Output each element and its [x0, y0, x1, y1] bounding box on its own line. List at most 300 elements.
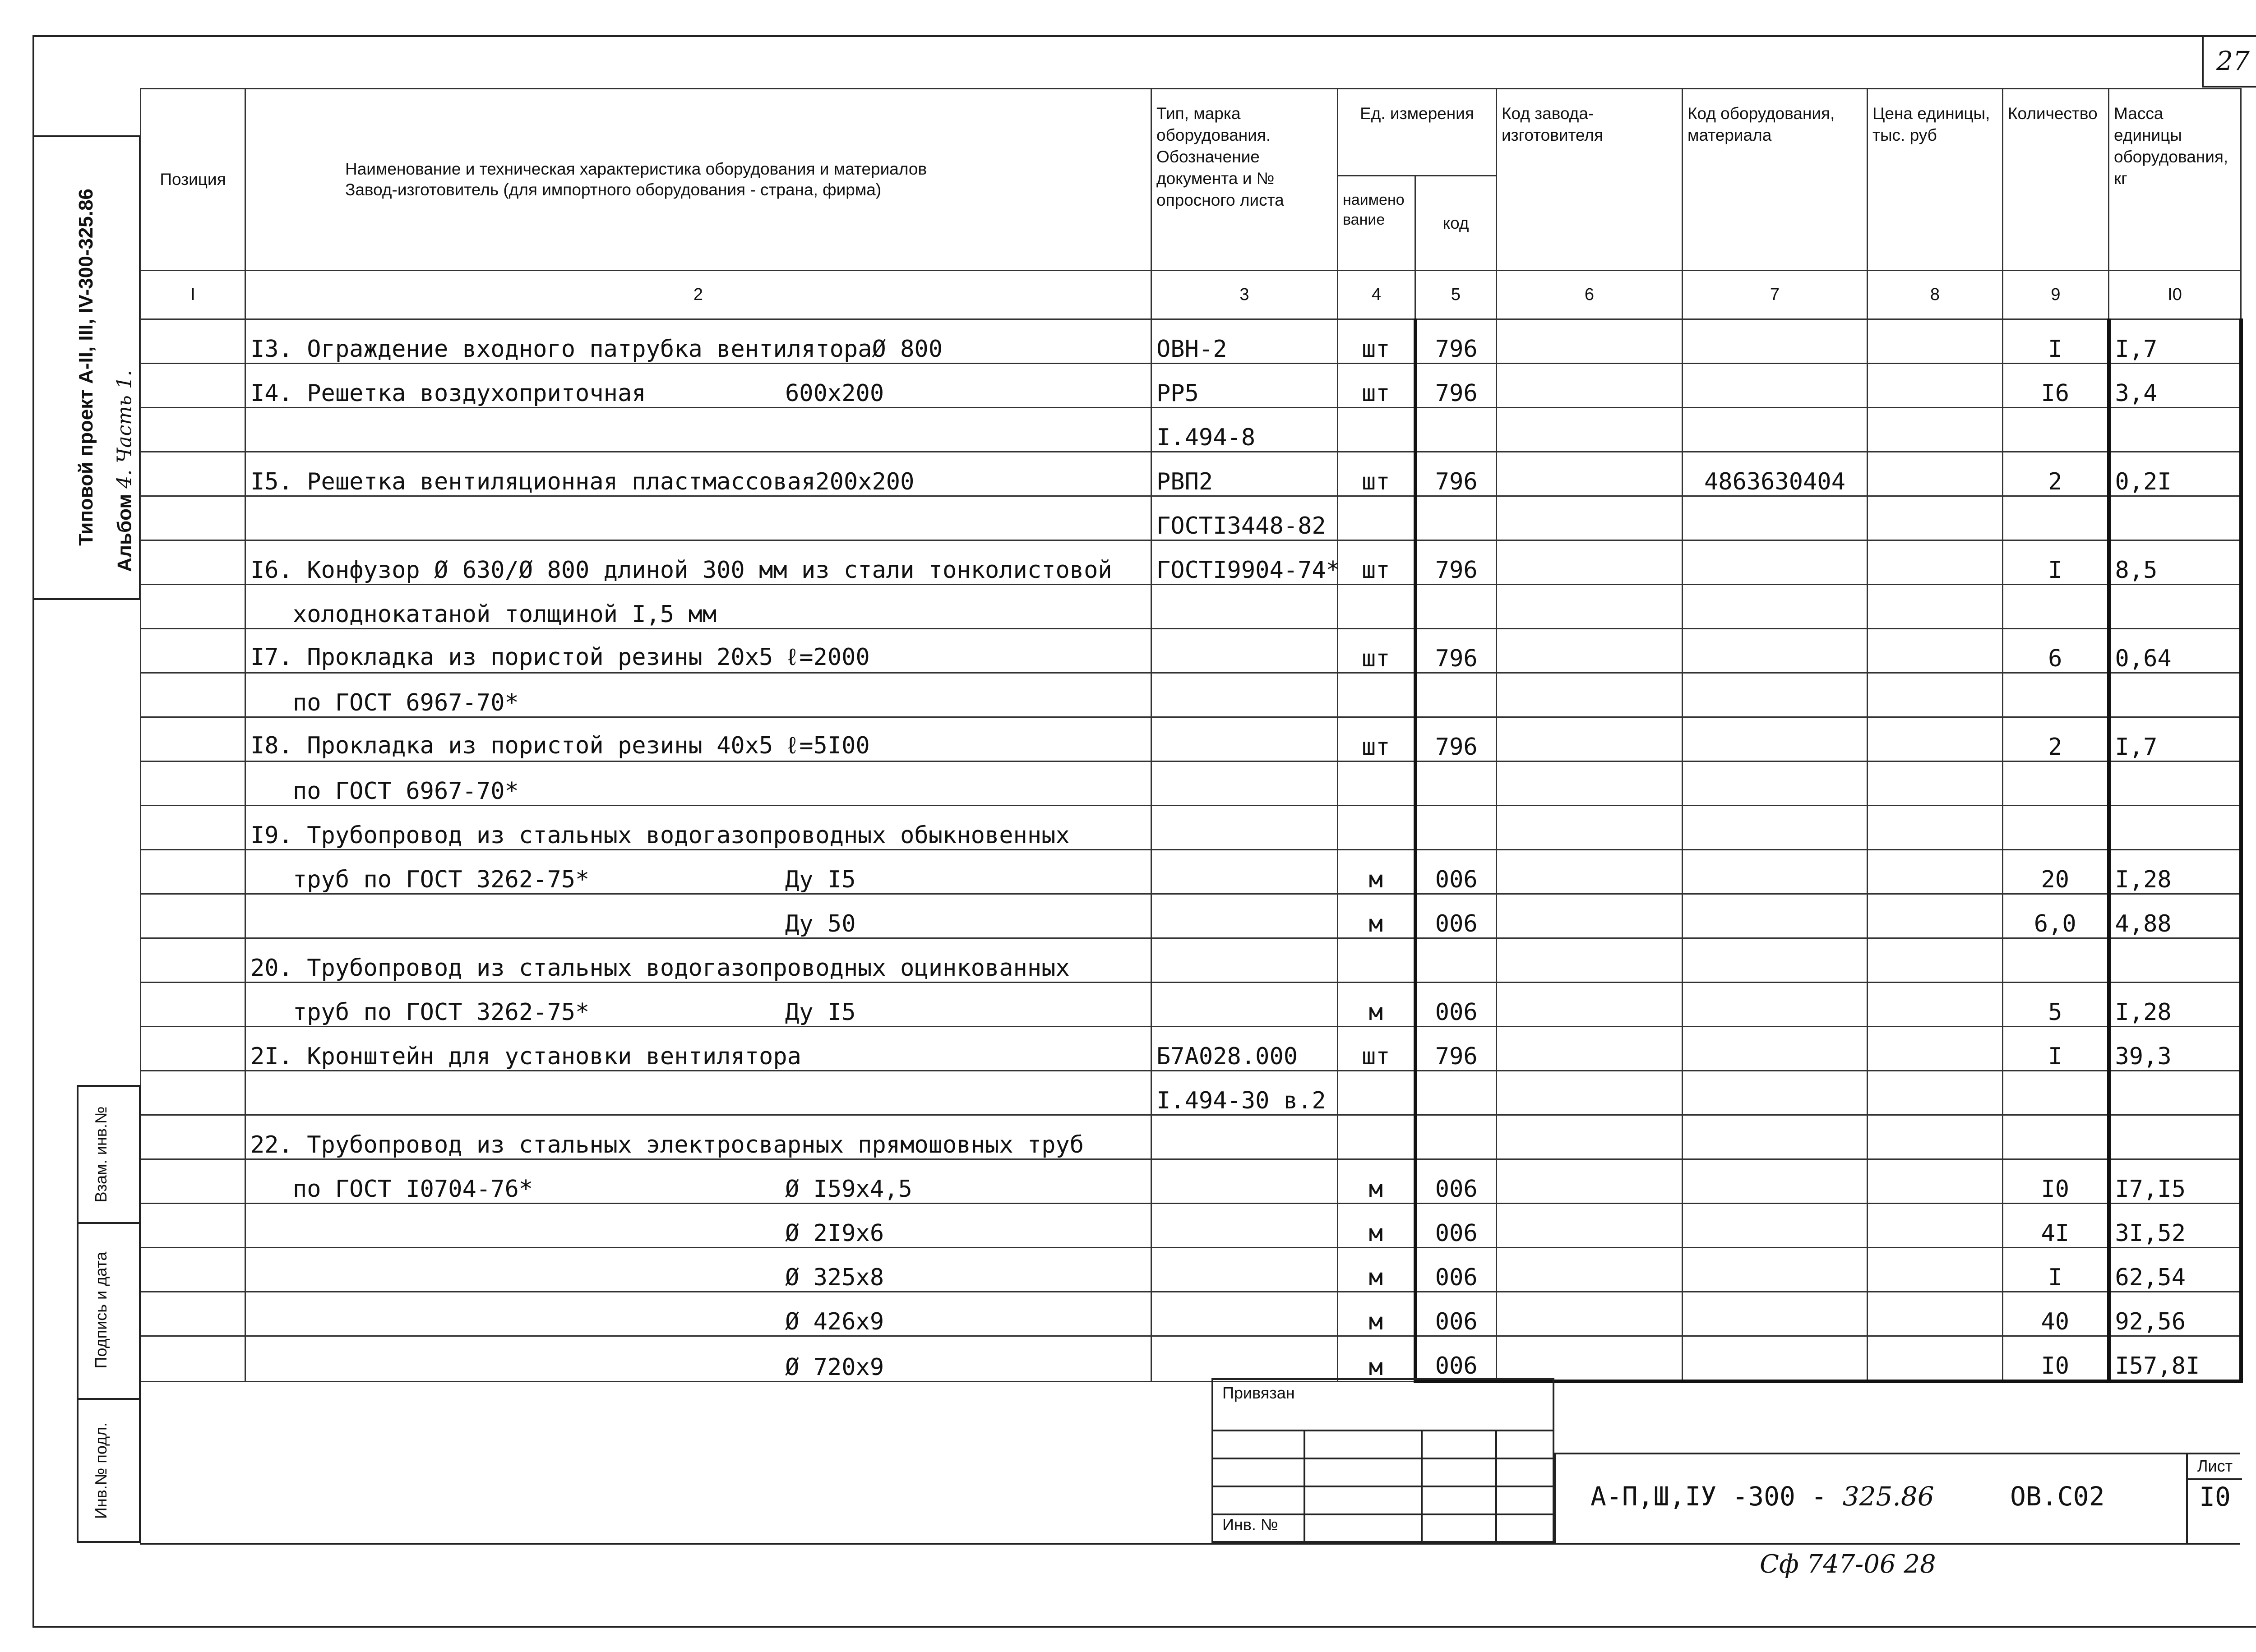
item-name: труб по ГОСТ 3262-75*: [250, 999, 590, 1026]
cell-mass: [2109, 938, 2241, 983]
table-row: [141, 894, 2241, 938]
cell-mass: I,7: [2109, 319, 2241, 364]
cell-type: [1151, 1336, 1338, 1382]
item-dimension: Ø 720x9: [785, 1353, 884, 1381]
inventory-number-label: Инв. №: [1222, 1515, 1278, 1534]
cell-quantity: I0: [2003, 1336, 2109, 1382]
cell-price: [1868, 585, 2003, 629]
cell-quantity: I: [2003, 1027, 2109, 1071]
item-name: I3. Ограждение входного патрубка вентилятора: [250, 336, 872, 363]
cell-name: [245, 983, 1151, 1027]
col-number: 4: [1338, 271, 1415, 319]
album-label: Альбом 4. Часть 1.: [113, 370, 136, 572]
cell-name: [245, 1027, 1151, 1071]
item-name: I7. Прокладка из пористой резины 20x5: [250, 644, 773, 671]
item-dimension: [785, 778, 1146, 805]
cell-unit-code: 796: [1415, 364, 1497, 408]
cell-unit: [1338, 408, 1415, 452]
cell-unit: [1338, 585, 1415, 629]
cell-quantity: 40: [2003, 1292, 2109, 1336]
item-name: I9. Трубопровод из стальных водогазопроводных обыкновенных: [250, 822, 1070, 849]
table-row: [141, 629, 2241, 673]
cell-factory-code: [1497, 1027, 1683, 1071]
cell-type: [1151, 673, 1338, 717]
col-number: 9: [2003, 271, 2109, 319]
cell-name: [245, 938, 1151, 983]
cell-unit-code: [1415, 408, 1497, 452]
cell-mass: [2109, 673, 2241, 717]
cell-unit: шт: [1338, 319, 1415, 364]
cell-quantity: I: [2003, 1248, 2109, 1292]
item-dimension: Ду 50: [785, 910, 856, 937]
table-row: [141, 540, 2241, 585]
footer-handwritten-note: Сф 747-06 28: [1760, 1550, 1936, 1579]
cell-mass: 39,3: [2109, 1027, 2241, 1071]
cell-price: [1868, 717, 2003, 761]
cell-position: [141, 673, 245, 717]
cell-factory-code: [1497, 983, 1683, 1027]
cell-price: [1868, 938, 2003, 983]
cell-unit-code: 006: [1415, 894, 1497, 938]
cell-factory-code: [1497, 717, 1683, 761]
header-quantity: Количество: [2003, 89, 2109, 271]
cell-equipment-code: [1683, 938, 1868, 983]
table-row: [141, 1115, 2241, 1159]
item-dimension: Ду I5: [785, 866, 856, 893]
cell-mass: 92,56: [2109, 1292, 2241, 1336]
cell-type: [1151, 717, 1338, 761]
cell-quantity: [2003, 673, 2109, 717]
cell-equipment-code: [1683, 1071, 1868, 1115]
cell-unit-code: [1415, 585, 1497, 629]
cell-name: [245, 1336, 1151, 1382]
col-number: 2: [245, 271, 1151, 319]
cell-unit: шт: [1338, 452, 1415, 496]
cell-equipment-code: [1683, 629, 1868, 673]
cell-type: Б7А028.000: [1151, 1027, 1338, 1071]
col-number: I0: [2109, 271, 2241, 319]
column-numbers-row: [141, 271, 2241, 319]
item-dimension: Ø 426x9: [785, 1308, 884, 1335]
cell-price: [1868, 1204, 2003, 1248]
cell-mass: I7,I5: [2109, 1159, 2241, 1204]
cell-type: I.494-30 в.2: [1151, 1071, 1338, 1115]
cell-unit-code: [1415, 673, 1497, 717]
cell-price: [1868, 629, 2003, 673]
cell-position: [141, 938, 245, 983]
cell-type: ГОСТI3448-82: [1151, 496, 1338, 540]
item-name: 20. Трубопровод из стальных водогазопроводных оцинкованных: [250, 955, 1070, 982]
cell-unit-code: 796: [1415, 452, 1497, 496]
cell-quantity: [2003, 496, 2109, 540]
cell-quantity: I: [2003, 319, 2109, 364]
header-unit-group: Ед. измерения: [1338, 89, 1497, 176]
cell-factory-code: [1497, 1159, 1683, 1204]
table-row: [141, 1071, 2241, 1115]
col-number: I: [141, 271, 245, 319]
cell-mass: I,7: [2109, 717, 2241, 761]
cell-name: [245, 717, 1151, 761]
cell-factory-code: [1497, 319, 1683, 364]
cell-mass: 4,88: [2109, 894, 2241, 938]
item-name: по ГОСТ 6967-70*: [250, 689, 519, 716]
sheet-label: Лист: [2188, 1454, 2242, 1480]
cell-position: [141, 629, 245, 673]
cell-equipment-code: [1683, 1027, 1868, 1071]
cell-unit: [1338, 1071, 1415, 1115]
cell-mass: [2109, 761, 2241, 806]
cell-unit: м: [1338, 1248, 1415, 1292]
table-row: [141, 585, 2241, 629]
cell-quantity: 4I: [2003, 1204, 2109, 1248]
cell-mass: I,28: [2109, 983, 2241, 1027]
cell-name: [245, 1248, 1151, 1292]
cell-factory-code: [1497, 850, 1683, 894]
project-title: Типовой проект А-II, III, IV-300-325.86: [75, 189, 97, 546]
album-handwritten: 4. Часть 1.: [113, 370, 136, 489]
cell-name: [245, 850, 1151, 894]
table-row: [141, 673, 2241, 717]
item-name: по ГОСТ 6967-70*: [250, 778, 519, 805]
cell-quantity: I6: [2003, 364, 2109, 408]
cell-equipment-code: [1683, 761, 1868, 806]
cell-position: [141, 1204, 245, 1248]
cell-mass: 3,4: [2109, 364, 2241, 408]
cell-unit: м: [1338, 1292, 1415, 1336]
document-mark: ОВ.С02: [2010, 1481, 2105, 1512]
cell-unit-code: 796: [1415, 629, 1497, 673]
item-name: I6. Конфузор Ø 630/Ø 800 длиной 300 мм из стали тонколистовой: [250, 557, 1112, 584]
cell-type: [1151, 585, 1338, 629]
item-dimension: ℓ=5I00: [785, 732, 870, 759]
cell-mass: [2109, 806, 2241, 850]
cell-position: [141, 1336, 245, 1382]
cell-unit-code: 006: [1415, 983, 1497, 1027]
item-dimension: [785, 689, 1146, 716]
cell-unit-code: 006: [1415, 1336, 1497, 1382]
cell-mass: 8,5: [2109, 540, 2241, 585]
cell-price: [1868, 983, 2003, 1027]
cell-quantity: [2003, 1115, 2109, 1159]
cell-unit: м: [1338, 1336, 1415, 1382]
item-dimension: 600x200: [785, 380, 884, 407]
cell-name: [245, 806, 1151, 850]
cell-quantity: 5: [2003, 983, 2109, 1027]
cell-position: [141, 1248, 245, 1292]
cell-equipment-code: [1683, 319, 1868, 364]
cell-factory-code: [1497, 1115, 1683, 1159]
table-row: [141, 806, 2241, 850]
cell-price: [1868, 1115, 2003, 1159]
cell-type: [1151, 761, 1338, 806]
cell-type: I.494-8: [1151, 408, 1338, 452]
cell-quantity: [2003, 585, 2109, 629]
item-name: I8. Прокладка из пористой резины 40x5: [250, 732, 773, 759]
cell-price: [1868, 761, 2003, 806]
cell-equipment-code: [1683, 1248, 1868, 1292]
cell-unit-code: 006: [1415, 1248, 1497, 1292]
cell-type: [1151, 1204, 1338, 1248]
cell-equipment-code: [1683, 1292, 1868, 1336]
cell-factory-code: [1497, 806, 1683, 850]
table-row: [141, 496, 2241, 540]
cell-mass: 62,54: [2109, 1248, 2241, 1292]
item-name: 22. Трубопровод из стальных электросварных прямошовных труб: [250, 1131, 1084, 1158]
cell-factory-code: [1497, 1292, 1683, 1336]
cell-type: [1151, 894, 1338, 938]
cell-unit: шт: [1338, 364, 1415, 408]
cell-name: [245, 319, 1151, 364]
cell-unit: [1338, 673, 1415, 717]
cell-mass: 3I,52: [2109, 1204, 2241, 1248]
cell-factory-code: [1497, 1071, 1683, 1115]
table-row: [141, 364, 2241, 408]
cell-factory-code: [1497, 629, 1683, 673]
cell-factory-code: [1497, 585, 1683, 629]
cell-position: [141, 983, 245, 1027]
cell-unit-code: [1415, 761, 1497, 806]
cell-mass: 0,64: [2109, 629, 2241, 673]
cell-mass: [2109, 1115, 2241, 1159]
cell-quantity: [2003, 806, 2109, 850]
cell-unit: шт: [1338, 1027, 1415, 1071]
header-unit-name: наименование: [1338, 176, 1415, 271]
cell-equipment-code: [1683, 806, 1868, 850]
cell-unit: шт: [1338, 717, 1415, 761]
item-dimension: ℓ=2000: [785, 644, 870, 671]
cell-position: [141, 319, 245, 364]
cell-unit: м: [1338, 894, 1415, 938]
item-dimension: 200x200: [815, 468, 915, 495]
table-row: [141, 1336, 2241, 1382]
cell-equipment-code: [1683, 1336, 1868, 1382]
cell-factory-code: [1497, 408, 1683, 452]
cell-equipment-code: [1683, 1115, 1868, 1159]
cell-equipment-code: [1683, 894, 1868, 938]
table-row: [141, 1292, 2241, 1336]
cell-name: [245, 1115, 1151, 1159]
cell-type: [1151, 1292, 1338, 1336]
item-dimension: Ду I5: [785, 999, 856, 1026]
item-name: I4. Решетка воздухоприточная: [250, 380, 646, 407]
cell-position: [141, 1159, 245, 1204]
bottom-border: [140, 1543, 2240, 1545]
cell-unit: м: [1338, 1204, 1415, 1248]
cell-name: [245, 673, 1151, 717]
cell-name: [245, 761, 1151, 806]
table-row: [141, 938, 2241, 983]
cell-mass: I57,8I: [2109, 1336, 2241, 1382]
cell-equipment-code: [1683, 364, 1868, 408]
cell-unit-code: [1415, 496, 1497, 540]
cell-name: [245, 496, 1151, 540]
cell-equipment-code: [1683, 850, 1868, 894]
cell-quantity: [2003, 408, 2109, 452]
cell-price: [1868, 806, 2003, 850]
cell-price: [1868, 540, 2003, 585]
item-name: холоднокатаной толщиной I,5 мм: [250, 601, 717, 628]
cell-price: [1868, 673, 2003, 717]
cell-unit-code: [1415, 1071, 1497, 1115]
cell-type: [1151, 850, 1338, 894]
cell-unit-code: 796: [1415, 319, 1497, 364]
cell-factory-code: [1497, 496, 1683, 540]
cell-quantity: I0: [2003, 1159, 2109, 1204]
cell-factory-code: [1497, 1336, 1683, 1382]
cell-type: РВП2: [1151, 452, 1338, 496]
item-name: I5. Решетка вентиляционная пластмассовая: [250, 468, 816, 495]
cell-factory-code: [1497, 894, 1683, 938]
cell-unit: шт: [1338, 540, 1415, 585]
cell-position: [141, 1292, 245, 1336]
cell-name: [245, 1204, 1151, 1248]
cell-position: [141, 364, 245, 408]
col-number: 8: [1868, 271, 2003, 319]
cell-price: [1868, 1071, 2003, 1115]
cell-quantity: I: [2003, 540, 2109, 585]
cell-unit: м: [1338, 1159, 1415, 1204]
cell-mass: [2109, 585, 2241, 629]
cell-position: [141, 452, 245, 496]
table-row: [141, 850, 2241, 894]
cell-factory-code: [1497, 540, 1683, 585]
cell-name: [245, 1159, 1151, 1204]
cell-type: [1151, 629, 1338, 673]
cell-name: [245, 1071, 1151, 1115]
col-number: 5: [1415, 271, 1497, 319]
cell-equipment-code: [1683, 983, 1868, 1027]
item-dimension: Ø I59x4,5: [785, 1176, 912, 1203]
cell-mass: [2109, 1071, 2241, 1115]
cell-price: [1868, 452, 2003, 496]
cell-price: [1868, 894, 2003, 938]
cell-name: [245, 408, 1151, 452]
cell-mass: [2109, 496, 2241, 540]
cell-equipment-code: [1683, 585, 1868, 629]
side-project-label: [32, 135, 141, 600]
item-dimension: [785, 601, 1146, 628]
cell-name: [245, 585, 1151, 629]
col-number: 6: [1497, 271, 1683, 319]
stamp-signature-date: Подпись и дата: [79, 1222, 139, 1400]
cell-factory-code: [1497, 938, 1683, 983]
cell-equipment-code: [1683, 408, 1868, 452]
item-dimension: Ø 800: [872, 336, 943, 363]
header-type: Тип, марка оборудования. Обозначение документа и № опросного листа: [1151, 89, 1338, 271]
cell-equipment-code: [1683, 673, 1868, 717]
cell-price: [1868, 364, 2003, 408]
header-unit-code: код: [1415, 176, 1497, 271]
cell-quantity: 2: [2003, 452, 2109, 496]
cell-price: [1868, 1336, 2003, 1382]
cell-name: [245, 452, 1151, 496]
cell-position: [141, 717, 245, 761]
cell-factory-code: [1497, 364, 1683, 408]
cell-unit: м: [1338, 983, 1415, 1027]
item-dimension: Ø 2I9x6: [785, 1220, 884, 1247]
cell-quantity: [2003, 761, 2109, 806]
cell-position: [141, 1071, 245, 1115]
item-dimension: [1084, 1131, 1445, 1158]
cell-type: [1151, 983, 1338, 1027]
cell-unit-code: 006: [1415, 850, 1497, 894]
cell-unit-code: 006: [1415, 1159, 1497, 1204]
header-equipment-code: Код оборудования, материала: [1683, 89, 1868, 271]
header-name: Наименование и техническая характеристика оборудования и материалов Завод-изготовитель (для импортного оборудования - страна, фирма): [245, 89, 1151, 271]
table-row: [141, 983, 2241, 1027]
binding-box: [1211, 1378, 1554, 1543]
cell-equipment-code: 4863630404: [1683, 452, 1868, 496]
cell-name: [245, 894, 1151, 938]
cell-mass: 0,2I: [2109, 452, 2241, 496]
cell-position: [141, 806, 245, 850]
cell-unit-code: 006: [1415, 1204, 1497, 1248]
cell-name: [245, 1292, 1151, 1336]
approval-stamp: [77, 1085, 141, 1543]
cell-type: РР5: [1151, 364, 1338, 408]
cell-quantity: 6,0: [2003, 894, 2109, 938]
cell-quantity: 2: [2003, 717, 2109, 761]
cell-mass: I,28: [2109, 850, 2241, 894]
table-row: [141, 1204, 2241, 1248]
cell-equipment-code: [1683, 1159, 1868, 1204]
document-code: А-П,Ш,IУ -300 - 325.86: [1590, 1481, 1934, 1512]
cell-price: [1868, 408, 2003, 452]
cell-position: [141, 761, 245, 806]
cell-mass: [2109, 408, 2241, 452]
header-factory-code: Код завода-изготовителя: [1497, 89, 1683, 271]
cell-price: [1868, 1248, 2003, 1292]
cell-unit-code: 006: [1415, 1292, 1497, 1336]
cell-position: [141, 1115, 245, 1159]
table-row: [141, 1248, 2241, 1292]
sheet-corner-number: 27: [2202, 36, 2256, 88]
header-mass: Масса единицы оборудования, кг: [2109, 89, 2241, 271]
cell-price: [1868, 850, 2003, 894]
cell-quantity: [2003, 1071, 2109, 1115]
item-dimension: [1070, 955, 1431, 982]
cell-price: [1868, 1292, 2003, 1336]
cell-unit: [1338, 761, 1415, 806]
cell-price: [1868, 1027, 2003, 1071]
cell-position: [141, 1027, 245, 1071]
cell-type: [1151, 1248, 1338, 1292]
table-row: [141, 452, 2241, 496]
col-number: 3: [1151, 271, 1338, 319]
cell-position: [141, 408, 245, 452]
cell-unit: шт: [1338, 629, 1415, 673]
cell-factory-code: [1497, 452, 1683, 496]
cell-quantity: 6: [2003, 629, 2109, 673]
cell-price: [1868, 496, 2003, 540]
cell-position: [141, 540, 245, 585]
table-row: [141, 1027, 2241, 1071]
cell-unit-code: 796: [1415, 540, 1497, 585]
table-row: [141, 408, 2241, 452]
table-row: [141, 717, 2241, 761]
cell-quantity: 20: [2003, 850, 2109, 894]
binding-label: Привязан: [1222, 1384, 1295, 1402]
cell-name: [245, 364, 1151, 408]
col-number: 7: [1683, 271, 1868, 319]
cell-factory-code: [1497, 1248, 1683, 1292]
stamp-inventory: Инв.№ подл.: [92, 1422, 110, 1519]
item-name: по ГОСТ I0704-76*: [250, 1176, 533, 1203]
header-row: [141, 89, 2241, 176]
specification-table: [140, 88, 2243, 1383]
cell-factory-code: [1497, 673, 1683, 717]
item-dimension: [801, 1043, 1162, 1070]
